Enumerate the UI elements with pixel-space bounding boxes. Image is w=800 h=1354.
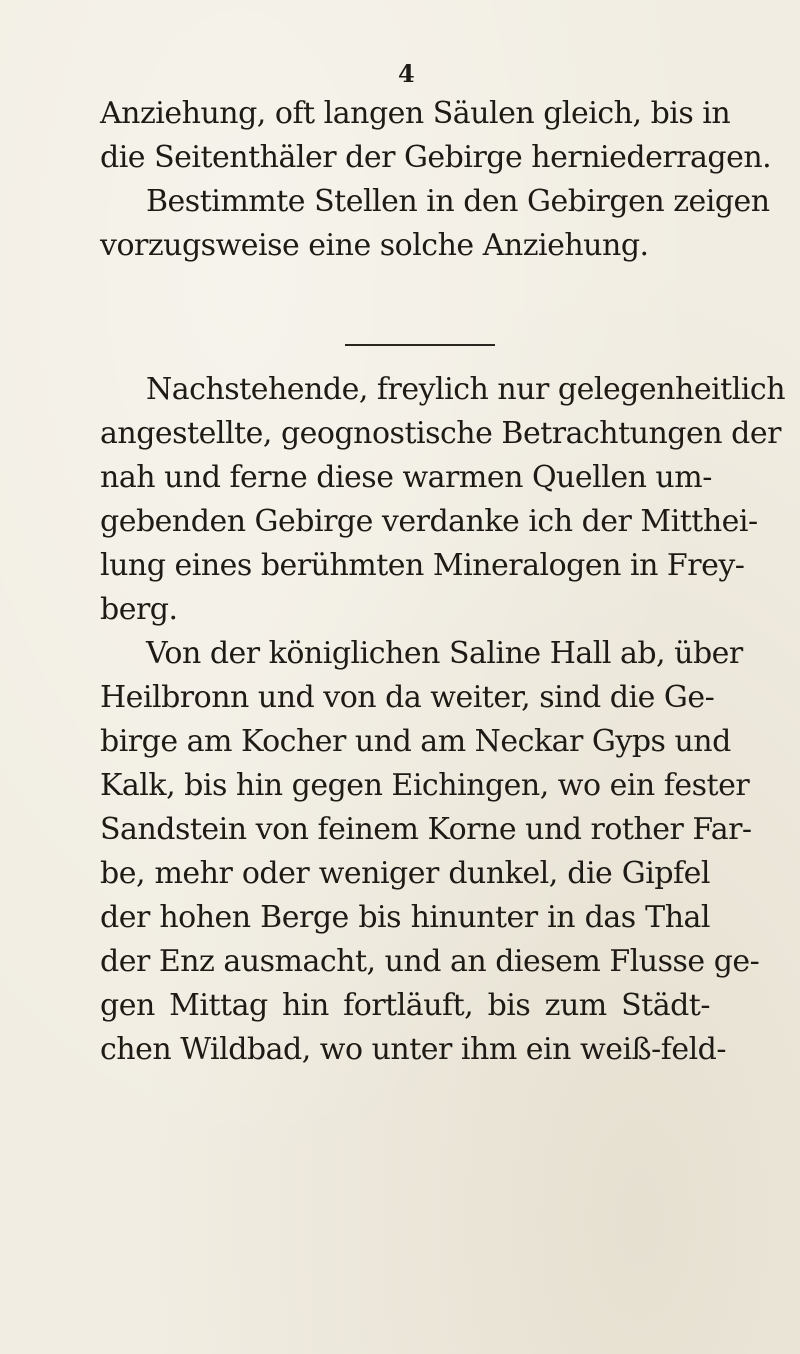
paragraph-3: [100, 632, 760, 1072]
text-line: nah und ferne diese warmen Quellen um-: [100, 460, 712, 495]
paragraph-1: [100, 92, 772, 268]
text-line: Sandstein von feinem Korne und rother Far-: [100, 812, 752, 847]
text-line: angestellte, geognostische Betrachtungen der: [100, 416, 781, 451]
text-line: gebenden Gebirge verdanke ich der Mitthei-: [100, 504, 758, 539]
text-line: der hohen Berge bis hinunter in das Thal: [100, 900, 710, 935]
text-line: chen Wildbad, wo unter ihm ein weiß-feld-: [100, 1032, 727, 1067]
text-line: der Enz ausmacht, und an diesem Flusse ge-: [100, 944, 760, 979]
text-line: Kalk, bis hin gegen Eichingen, wo ein fester: [100, 768, 750, 803]
text-line: Von der königlichen Saline Hall ab, über: [146, 636, 743, 671]
text-line: vorzugsweise eine solche Anziehung.: [100, 228, 649, 263]
text-line: gen Mittag hin fortläuft, bis zum Städt-: [100, 988, 710, 1023]
text-line: be, mehr oder weniger dunkel, die Gipfel: [100, 856, 710, 891]
page-number: 4: [398, 59, 415, 88]
text-line: birge am Kocher und am Neckar Gyps und: [100, 724, 731, 759]
paragraph-2: [100, 368, 786, 632]
text-line: lung eines berühmten Mineralogen in Frey-: [100, 548, 745, 583]
text-line: Anziehung, oft langen Säulen gleich, bis in: [100, 96, 731, 131]
text-line: Bestimmte Stellen in den Gebirgen zeigen: [146, 184, 770, 219]
section-divider: [345, 344, 495, 346]
text-line: berg.: [100, 592, 178, 627]
text-line: Nachstehende, freylich nur gelegenheitlich: [146, 372, 786, 407]
text-line: die Seitenthäler der Gebirge herniederragen.: [100, 140, 772, 175]
text-line: Heilbronn und von da weiter, sind die Ge-: [100, 680, 715, 715]
